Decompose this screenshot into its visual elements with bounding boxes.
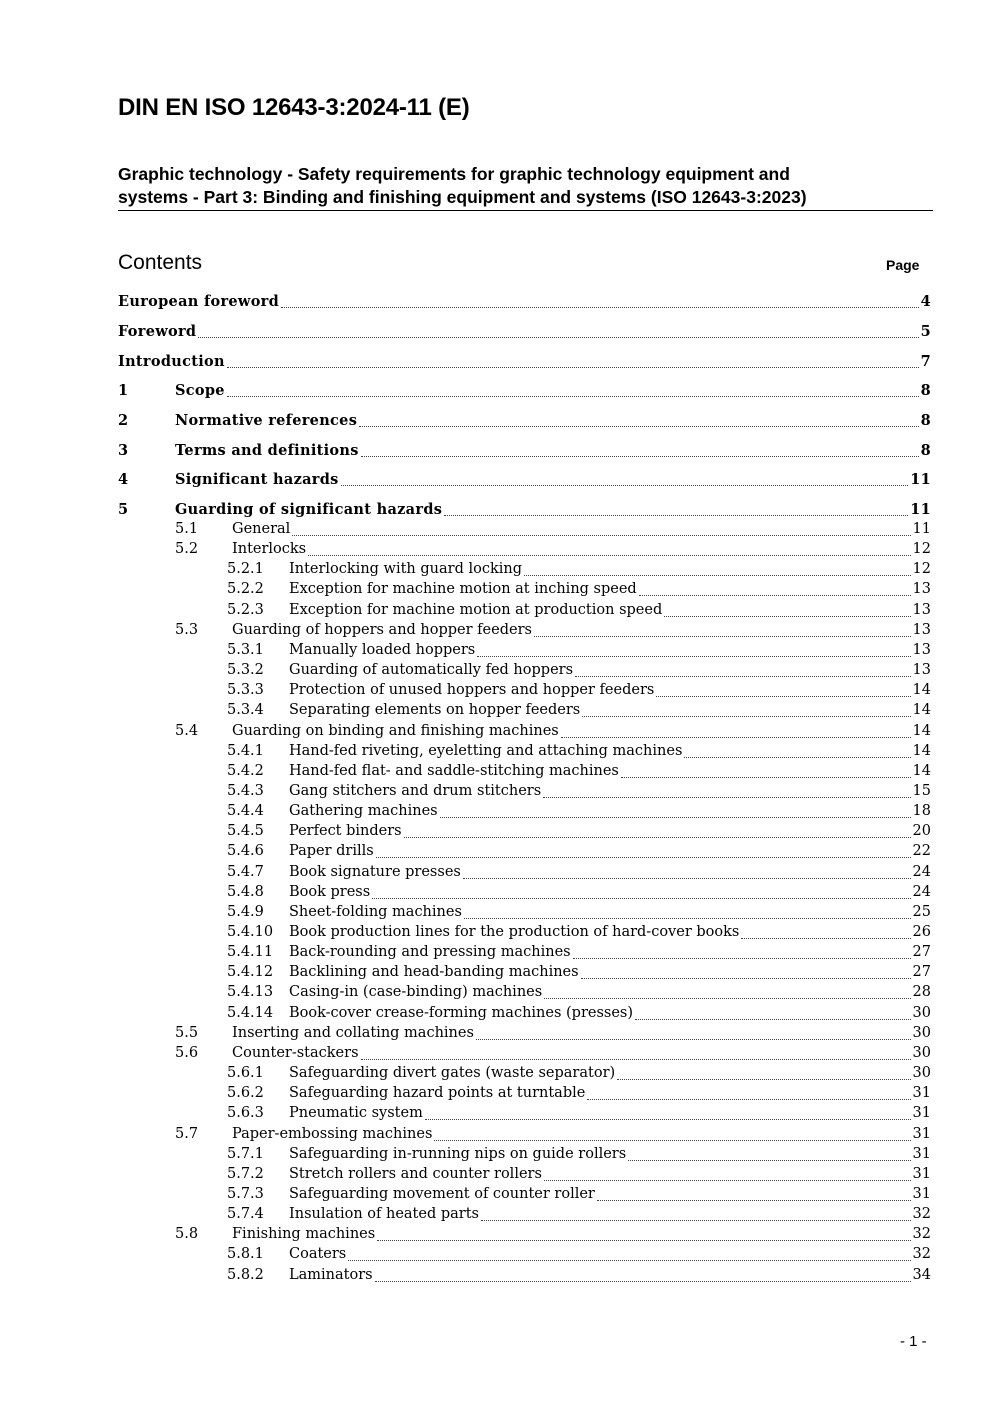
- toc-entry-title: Finishing machines: [232, 1226, 376, 1243]
- toc-entry[interactable]: [175, 1126, 931, 1146]
- toc-entry-number: 5.8.2: [227, 1266, 264, 1283]
- toc-entry[interactable]: [118, 382, 931, 402]
- toc-entry-number: 4: [118, 471, 129, 488]
- toc-dot-leader: [656, 696, 910, 697]
- toc-entry-number: 5.7.3: [227, 1185, 264, 1202]
- toc-entry-title: European foreword: [118, 293, 280, 310]
- toc-dot-leader: [544, 1180, 911, 1181]
- toc-entry-number: 5.4.11: [227, 944, 274, 961]
- toc-entry-page: 5: [920, 323, 931, 340]
- toc-dot-leader: [573, 958, 911, 959]
- toc-dot-leader: [587, 1099, 910, 1100]
- page-number: - 1 -: [900, 1333, 927, 1350]
- toc-entry-page: 32: [912, 1226, 931, 1243]
- toc-entry-page: 27: [912, 944, 931, 961]
- toc-entry[interactable]: [118, 471, 931, 491]
- toc-entry-page: 11: [912, 521, 931, 537]
- toc-entry-title: Gang stitchers and drum stitchers: [289, 782, 542, 799]
- toc-entry-number: 5.7.1: [227, 1145, 264, 1162]
- toc-entry-number: 5.4.3: [227, 782, 264, 799]
- page-column-label: Page: [886, 257, 920, 273]
- toc-dot-leader: [621, 777, 911, 778]
- toc-entry-title: Paper drills: [289, 843, 374, 860]
- toc-entry[interactable]: [227, 763, 931, 783]
- toc-entry-number: 5.4.1: [227, 742, 264, 759]
- toc-entry[interactable]: [175, 723, 931, 743]
- toc-entry-title: Guarding of automatically fed hoppers: [289, 662, 574, 679]
- toc-entry-number: 5.8.1: [227, 1246, 264, 1263]
- toc-entry-number: 5.4.10: [227, 924, 274, 940]
- toc-entry[interactable]: [227, 864, 931, 884]
- toc-entry-page: 11: [910, 501, 931, 518]
- toc-dot-leader: [544, 998, 910, 999]
- toc-entry[interactable]: [227, 1085, 931, 1105]
- toc-entry-page: 32: [912, 1246, 931, 1263]
- toc-entry-title: Stretch rollers and counter rollers: [289, 1165, 542, 1182]
- toc-entry-title: Normative references: [175, 412, 358, 429]
- toc-entry-page: 20: [912, 823, 931, 840]
- toc-dot-leader: [281, 307, 919, 308]
- toc-entry[interactable]: [175, 1045, 931, 1065]
- toc-entry-number: 5.6.2: [227, 1085, 264, 1102]
- toc-entry-title: Inserting and collating machines: [232, 1024, 474, 1041]
- toc-entry-number: 5.4.2: [227, 762, 264, 779]
- toc-entry-page: 31: [912, 1085, 931, 1102]
- toc-entry-title: Safeguarding movement of counter roller: [289, 1185, 595, 1202]
- toc-entry-page: 31: [912, 1145, 931, 1162]
- toc-dot-leader: [361, 456, 919, 457]
- toc-entry[interactable]: [227, 964, 931, 984]
- toc-entry[interactable]: [227, 1206, 931, 1226]
- toc-entry[interactable]: [175, 521, 931, 541]
- toc-entry-title: Interlocks: [232, 541, 307, 558]
- toc-dot-leader: [434, 1140, 910, 1141]
- toc-entry-title: Guarding on binding and finishing machines: [232, 722, 559, 739]
- toc-entry-title: Safeguarding divert gates (waste separator): [289, 1065, 616, 1082]
- toc-entry[interactable]: [227, 944, 931, 964]
- toc-entry-page: 8: [920, 412, 931, 429]
- toc-entry[interactable]: [227, 561, 931, 581]
- toc-entry-page: 30: [912, 1065, 931, 1082]
- toc-dot-leader: [463, 878, 911, 879]
- toc-dot-leader: [227, 367, 919, 368]
- toc-entry-number: 5.4.13: [227, 984, 274, 1001]
- toc-dot-leader: [404, 837, 911, 838]
- toc-entry-number: 5.3.2: [227, 662, 264, 679]
- toc-entry-page: 14: [912, 682, 931, 699]
- toc-entry-number: 5.4.4: [227, 803, 264, 820]
- toc-entry[interactable]: [227, 1267, 931, 1287]
- toc-entry-number: 5.4.8: [227, 883, 264, 900]
- toc-entry-page: 14: [912, 762, 931, 779]
- toc-entry-title: Interlocking with guard locking: [289, 561, 522, 578]
- toc-entry-page: 7: [920, 353, 931, 370]
- toc-entry-number: 5.4.9: [227, 903, 264, 920]
- toc-entry-title: Laminators: [289, 1266, 373, 1283]
- toc-entry-number: 2: [118, 412, 129, 429]
- toc-entry[interactable]: [227, 602, 931, 622]
- toc-dot-leader: [582, 716, 910, 717]
- toc-entry-page: 28: [912, 984, 931, 1001]
- toc-entry-title: Hand-fed flat- and saddle-stitching machines: [289, 762, 619, 779]
- toc-entry[interactable]: [227, 1065, 931, 1085]
- toc-dot-leader: [444, 515, 908, 516]
- toc-dot-leader: [292, 535, 910, 536]
- toc-entry[interactable]: [227, 1005, 931, 1025]
- toc-entry-title: Back-rounding and pressing machines: [289, 944, 571, 961]
- toc-entry[interactable]: [175, 1226, 931, 1246]
- toc-entry[interactable]: [227, 1146, 931, 1166]
- toc-entry-page: 12: [912, 561, 931, 578]
- toc-dot-leader: [597, 1200, 911, 1201]
- toc-entry[interactable]: [227, 803, 931, 823]
- toc-entry-page: 13: [912, 581, 931, 598]
- toc-dot-leader: [377, 1240, 910, 1241]
- toc-dot-leader: [361, 1059, 911, 1060]
- toc-entry[interactable]: [227, 924, 931, 944]
- toc-entry-title: Insulation of heated parts: [289, 1206, 479, 1223]
- toc-entry-number: 5.5: [175, 1024, 199, 1041]
- toc-entry-title: Book production lines for the production of hard-cover books: [289, 924, 740, 940]
- toc-entry-number: 5.3.3: [227, 682, 264, 699]
- toc-entry-title: Counter-stackers: [232, 1044, 359, 1061]
- toc-entry-page: 30: [912, 1024, 931, 1041]
- toc-entry-page: 15: [912, 782, 931, 799]
- toc-entry-number: 5.4.6: [227, 843, 264, 860]
- toc-dot-leader: [348, 1260, 910, 1261]
- contents-heading: Contents: [118, 251, 203, 274]
- toc-entry[interactable]: [175, 622, 931, 642]
- toc-entry[interactable]: [227, 904, 931, 924]
- toc-entry[interactable]: [118, 323, 931, 343]
- toc-entry-title: Book signature presses: [289, 863, 461, 880]
- toc-entry-page: 14: [912, 722, 931, 739]
- toc-dot-leader: [359, 426, 918, 427]
- toc-dot-leader: [464, 918, 911, 919]
- toc-entry-page: 32: [912, 1206, 931, 1223]
- toc-entry-number: 5.8: [175, 1226, 199, 1243]
- toc-entry-title: Guarding of hoppers and hopper feeders: [232, 621, 532, 638]
- toc-entry-page: 26: [912, 924, 931, 940]
- toc-entry-number: 5.6.1: [227, 1065, 264, 1082]
- toc-dot-leader: [375, 1281, 911, 1282]
- toc-entry-number: 5: [118, 501, 129, 518]
- toc-entry[interactable]: [118, 412, 931, 432]
- toc-entry-title: Safeguarding in-running nips on guide rollers: [289, 1145, 627, 1162]
- toc-entry-title: Separating elements on hopper feeders: [289, 702, 581, 719]
- toc-entry-title: Manually loaded hoppers: [289, 641, 476, 658]
- toc-entry[interactable]: [118, 501, 931, 521]
- toc-entry-title: Backlining and head-banding machines: [289, 964, 579, 981]
- toc-entry-title: Guarding of significant hazards: [175, 501, 443, 518]
- toc-entry[interactable]: [227, 1166, 931, 1186]
- toc-dot-leader: [684, 757, 910, 758]
- toc-entry-page: 25: [912, 903, 931, 920]
- toc-entry-page: 30: [912, 1044, 931, 1061]
- toc-entry[interactable]: [227, 1186, 931, 1206]
- toc-entry-page: 13: [912, 662, 931, 679]
- toc-entry-title: Exception for machine motion at inching speed: [289, 581, 637, 598]
- toc-entry-page: 8: [920, 382, 931, 399]
- toc-entry[interactable]: [227, 823, 931, 843]
- toc-entry-number: 5.2.2: [227, 581, 264, 598]
- document-subtitle: [118, 163, 933, 211]
- toc-entry-number: 5.4.7: [227, 863, 264, 880]
- toc-entry-title: Book-cover crease-forming machines (presses): [289, 1004, 634, 1021]
- toc-entry[interactable]: [227, 581, 931, 601]
- toc-dot-leader: [664, 616, 910, 617]
- toc-entry[interactable]: [227, 662, 931, 682]
- toc-entry-number: 5.3: [175, 621, 199, 638]
- subtitle-line-1: Graphic technology - Safety requirements for graphic technology equipment and: [118, 164, 790, 184]
- toc-entry[interactable]: [227, 743, 931, 763]
- toc-entry-page: 11: [910, 471, 931, 488]
- toc-entry[interactable]: [227, 702, 931, 722]
- toc-entry-page: 13: [912, 601, 931, 618]
- toc-dot-leader: [341, 485, 909, 486]
- toc-entry-number: 5.6.3: [227, 1105, 264, 1122]
- toc-entry-title: Hand-fed riveting, eyeletting and attaching machines: [289, 742, 683, 759]
- toc-dot-leader: [534, 636, 911, 637]
- toc-entry-page: 24: [912, 863, 931, 880]
- toc-entry[interactable]: [118, 442, 931, 462]
- toc-entry-number: 5.3.4: [227, 702, 264, 719]
- toc-dot-leader: [575, 676, 911, 677]
- toc-entry-title: Introduction: [118, 353, 225, 370]
- toc-dot-leader: [543, 797, 910, 798]
- toc-entry-title: Pneumatic system: [289, 1105, 423, 1122]
- toc-dot-leader: [440, 817, 911, 818]
- toc-entry-title: Book press: [289, 883, 371, 900]
- toc-dot-leader: [227, 396, 919, 397]
- toc-entry-page: 24: [912, 883, 931, 900]
- toc-entry[interactable]: [227, 1246, 931, 1266]
- toc-dot-leader: [524, 575, 911, 576]
- toc-entry-page: 30: [912, 1004, 931, 1021]
- toc-entry-page: 14: [912, 702, 931, 719]
- toc-entry-page: 31: [912, 1165, 931, 1182]
- toc-dot-leader: [481, 1220, 911, 1221]
- toc-dot-leader: [581, 978, 911, 979]
- toc-entry-number: 5.7.4: [227, 1206, 264, 1223]
- toc-entry[interactable]: [227, 884, 931, 904]
- toc-entry[interactable]: [118, 353, 931, 373]
- toc-entry-page: 13: [912, 621, 931, 638]
- toc-entry[interactable]: [227, 642, 931, 662]
- toc-entry-number: 1: [118, 382, 129, 399]
- toc-entry[interactable]: [118, 293, 931, 313]
- toc-entry-title: Exception for machine motion at production speed: [289, 601, 663, 618]
- toc-entry-page: 12: [912, 541, 931, 558]
- toc-entry-title: Terms and definitions: [175, 442, 359, 459]
- toc-dot-leader: [476, 1039, 911, 1040]
- toc-entry-page: 22: [912, 843, 931, 860]
- toc-entry-number: 5.1: [175, 521, 199, 537]
- toc-dot-leader: [477, 656, 910, 657]
- toc-entry-page: 18: [912, 803, 931, 820]
- toc-entry-title: General: [232, 521, 291, 537]
- toc-entry-page: 34: [912, 1266, 931, 1283]
- toc-entry-title: Significant hazards: [175, 471, 339, 488]
- toc-entry-number: 5.2.1: [227, 561, 264, 578]
- toc-dot-leader: [425, 1119, 911, 1120]
- document-id: DIN EN ISO 12643-3:2024-11 (E): [118, 94, 470, 121]
- toc-dot-leader: [635, 1019, 911, 1020]
- toc-dot-leader: [617, 1079, 910, 1080]
- toc-entry-number: 5.4.12: [227, 964, 274, 981]
- toc-entry-title: Casing-in (case-binding) machines: [289, 984, 543, 1001]
- toc-entry[interactable]: [227, 1105, 931, 1125]
- toc-entry-title: Perfect binders: [289, 823, 402, 840]
- toc-dot-leader: [741, 938, 910, 939]
- toc-entry[interactable]: [227, 984, 931, 1004]
- toc-entry[interactable]: [175, 1025, 931, 1045]
- toc-entry-title: Coaters: [289, 1246, 347, 1263]
- toc-dot-leader: [561, 737, 911, 738]
- toc-entry[interactable]: [227, 682, 931, 702]
- toc-entry-number: 5.4.14: [227, 1004, 274, 1021]
- toc-dot-leader: [628, 1160, 910, 1161]
- toc-entry-title: Scope: [175, 382, 225, 399]
- toc-entry-number: 3: [118, 442, 129, 459]
- toc-entry-page: 4: [920, 293, 931, 310]
- toc-entry-page: 31: [912, 1125, 931, 1142]
- toc-entry-title: Gathering machines: [289, 803, 438, 820]
- toc-entry-title: Sheet-folding machines: [289, 903, 462, 920]
- toc-entry-title: Paper-embossing machines: [232, 1125, 433, 1142]
- toc-entry-page: 31: [912, 1185, 931, 1202]
- toc-dot-leader: [198, 337, 918, 338]
- toc-entry-title: Safeguarding hazard points at turntable: [289, 1085, 586, 1102]
- toc-entry-title: Foreword: [118, 323, 197, 340]
- subtitle-line-2: systems - Part 3: Binding and finishing equipment and systems (ISO 12643-3:2023): [118, 187, 807, 207]
- toc-dot-leader: [639, 595, 911, 596]
- toc-dot-leader: [376, 857, 911, 858]
- toc-dot-leader: [372, 898, 910, 899]
- toc-entry[interactable]: [227, 783, 931, 803]
- toc-entry-number: 5.4: [175, 722, 199, 739]
- toc-entry-page: 8: [920, 442, 931, 459]
- toc-entry-page: 31: [912, 1105, 931, 1122]
- toc-entry-title: Protection of unused hoppers and hopper feeders: [289, 682, 655, 699]
- toc-entry-number: 5.4.5: [227, 823, 264, 840]
- toc-entry-number: 5.7: [175, 1125, 199, 1142]
- toc-entry-number: 5.7.2: [227, 1165, 264, 1182]
- toc-entry-number: 5.6: [175, 1044, 199, 1061]
- toc-entry-number: 5.2: [175, 541, 199, 558]
- toc-entry-number: 5.3.1: [227, 641, 264, 658]
- toc-entry-number: 5.2.3: [227, 601, 264, 618]
- toc-entry-page: 27: [912, 964, 931, 981]
- toc-entry[interactable]: [227, 843, 931, 863]
- toc-entry[interactable]: [175, 541, 931, 561]
- toc-dot-leader: [308, 555, 910, 556]
- toc-entry-page: 14: [912, 742, 931, 759]
- toc-entry-page: 13: [912, 641, 931, 658]
